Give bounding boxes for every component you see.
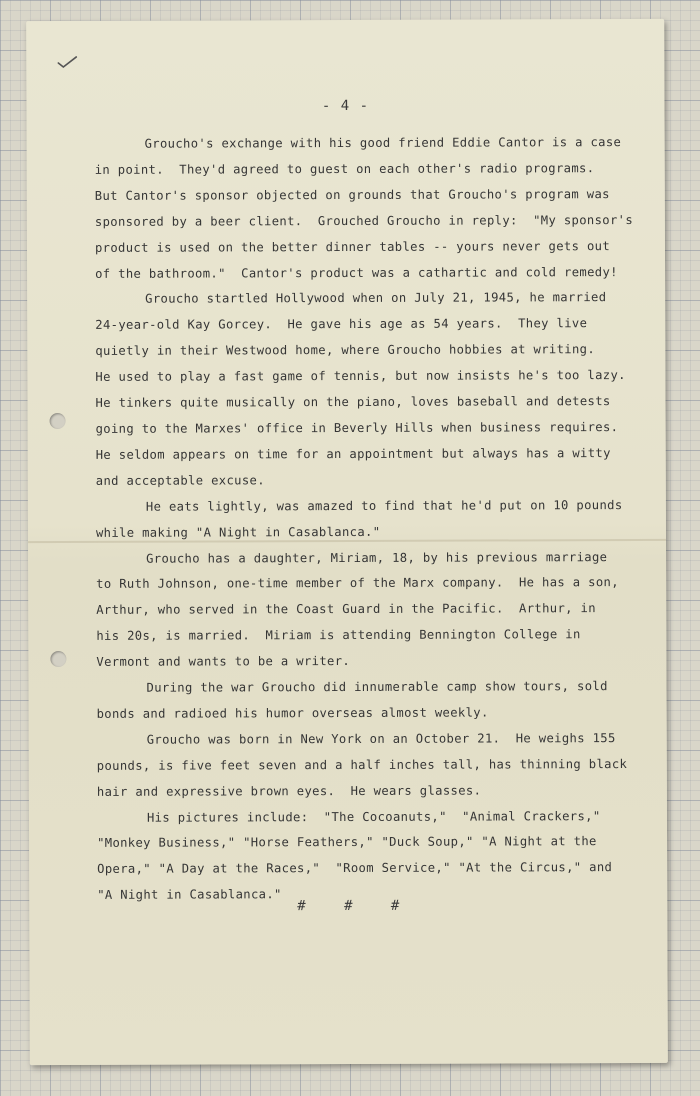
text-line: During the war Groucho did innumerable camp show tours, sold [146, 679, 608, 695]
text-line: Groucho startled Hollywood when on July 21, 1945, he married [145, 290, 607, 307]
paragraph [97, 804, 637, 910]
text-line: "A Night in Casablanca." [97, 887, 282, 903]
typed-page [26, 19, 668, 1065]
paragraph [96, 493, 636, 547]
text-line: quietly in their Westwood home, where Groucho hobbies at writing. [95, 342, 596, 359]
end-mark: # # # [297, 897, 400, 915]
text-line: to Ruth Johnson, one-time member of the Marx company. He has a son, [96, 575, 619, 592]
text-line: while making "A Night in Casablanca." [95, 524, 381, 540]
text-line: and acceptable excuse. [95, 473, 265, 488]
text-line: Groucho has a daughter, Miriam, 18, by his previous marriage [146, 549, 608, 566]
paragraph [96, 544, 636, 675]
text-line: product is used on the better dinner tables -- yours never gets out [94, 238, 611, 255]
text-line: "Monkey Business," "Horse Feathers," "Duck Soup," "A Night at the [97, 834, 597, 851]
text-line: Vermont and wants to be a writer. [96, 654, 351, 670]
punch-hole [50, 413, 66, 429]
pencil-check-mark [56, 55, 78, 69]
punch-hole [50, 651, 66, 667]
text-line: He tinkers quite musically on the piano, loves baseball and detests [95, 394, 611, 410]
text-line: pounds, is five feet seven and a half inches tall, has thinning black [96, 756, 628, 773]
paragraph [95, 285, 636, 494]
paragraph [97, 726, 637, 806]
text-line: His pictures include: "The Cocoanuts," "Animal Crackers," [146, 808, 601, 825]
paragraph [95, 130, 636, 287]
paragraph [96, 674, 636, 728]
body-text [95, 130, 638, 909]
text-line: But Cantor's sponsor objected on grounds that Groucho's program was [94, 186, 610, 203]
text-line: He seldom appears on time for an appointment but always has a witty [95, 445, 611, 462]
text-line: going to the Marxes' office in Beverly Hills when business requires. [95, 420, 619, 436]
text-line: He used to play a fast game of tennis, but now insists he's too lazy. [95, 368, 626, 385]
text-line: Arthur, who served in the Coast Guard in the Pacific. Arthur, in [96, 601, 596, 618]
text-line: Opera," "A Day at the Races," "Room Service," "At the Circus," and [97, 860, 613, 877]
text-line: sponsored by a beer client. Grouched Groucho in reply: "My sponsor's [94, 212, 634, 229]
text-line: of the bathroom." Cantor's product was a cathartic and cold remedy! [95, 264, 618, 281]
text-line: Groucho was born in New York on an October 21. He weighs 155 [146, 730, 616, 747]
text-line: bonds and radioed his humor overseas almost weekly. [96, 705, 489, 721]
text-line: 24-year-old Kay Gorcey. He gave his age as 54 years. They live [95, 316, 588, 333]
text-line: He eats lightly, was amazed to find that he'd put on 10 pounds [145, 497, 623, 514]
text-line: hair and expressive brown eyes. He wears glasses. [96, 783, 482, 799]
text-line: in point. They'd agreed to guest on each other's radio programs. [94, 161, 595, 177]
page-number: - 4 - [321, 97, 370, 115]
text-line: his 20s, is married. Miriam is attending Bennington College in [96, 627, 581, 644]
text-line: Groucho's exchange with his good friend Eddie Cantor is a case [144, 135, 622, 151]
